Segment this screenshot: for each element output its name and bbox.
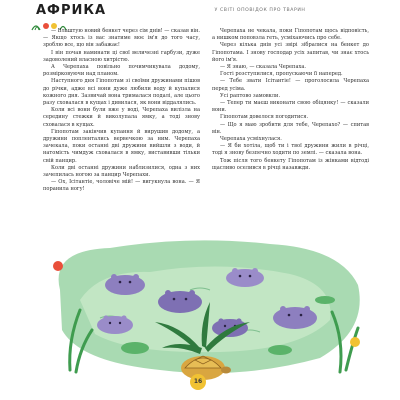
page-number: 16 [190,374,206,390]
paragraph: Гості розступилися, пропускаючи її наперед. [220,71,343,78]
paragraph: Усі раптово замовкли. [220,92,281,99]
paragraph: — Що я маю зробити для тебе, Черепахо? — спитав він. [212,121,369,135]
paragraph: Коли всі вони були вже у воді, Черепаха вилізла на середину стежки й виколупала ямку, а тоді знову сховалася в кущах. [43,107,200,128]
paragraph: Гіпопотам довелося погодитися. [220,114,309,121]
paragraph: Черепаха не чекала, поки Гіпопотам щось відповість, а нишком поповзла геть, усміхаючись про себе. [212,28,369,42]
paragraph: Через кілька днів усі звірі зібралися на бенкет до Гіпопотама. І знову господар усіх запитав, чи знає хтось його ім'я. [212,42,369,63]
paragraph: — Я знаю, — сказала Черепаха. [220,64,307,71]
paragraph: Наступного дня Гіпопотам зі своїми дружинами пішов до річки, адже всі вони дуже любили воду й купалися кожного дня. Зазвичай вона трималася подалі, але цього разу сховалася в кущах і дивилася, як вони віддалялись. [43,78,200,107]
paragraph: Черепаха усміхнулася. [220,136,282,143]
running-head: У СВІТІ ОПОВІДОК ПРО ТВАРИН [214,8,306,13]
paragraph: — Тепер ти маєш виконати свою обіцянку! — сказали вони. [212,100,369,114]
paragraph: А Черепаха повільно почимчикувала додому, розмірковуючи над планом. [43,64,200,78]
paragraph: — Ох, Ісітантіе, чоловіче мій! — вигукнула вона. — Я поранила ногу! [43,179,200,193]
page-header [0,0,400,30]
paragraph: Гіпопотам закінчив купання й вирушив додому, а дружини поплентались вервечкою за ним. Черепаха зачекала, поки останні дві дружини вийшли з води, й натомість чимдуж сховалася в ямку, виставивши тільки свій панцир. [43,128,200,164]
paragraph: — Влаштую новий бенкет через сім днів! — сказав він. — Якщо хтось із вас знатиме моє ім'я до того часу, зроблю все, що він забажає! [43,28,200,49]
river-hippos-illustration [40,230,370,380]
paragraph: І він почав наминати ці свої величезні гарбузи, дуже задоволений власною хитрістю. [43,49,200,63]
section-title: АФРИКА [36,3,107,18]
left-text-column [43,28,200,194]
right-text-column [212,28,369,172]
paragraph: — Я би хотіла, щоб ти і твої дружини жили в річці, тоді я знову безпечно ходити по землі. — сказала вона. [212,143,369,157]
paragraph: Тож після того бенкету Гіпопотам із жінками відтоді щасливо оселився в річці назавжди. [212,157,369,171]
paragraph: Коли дві останні дружини наблизилися, одна з них зачепилась ногою за панцир Черепахи. [43,164,200,179]
paragraph: — Тебе звати Ісітантіе! — проголосила Черепаха перед усіма. [212,78,369,92]
